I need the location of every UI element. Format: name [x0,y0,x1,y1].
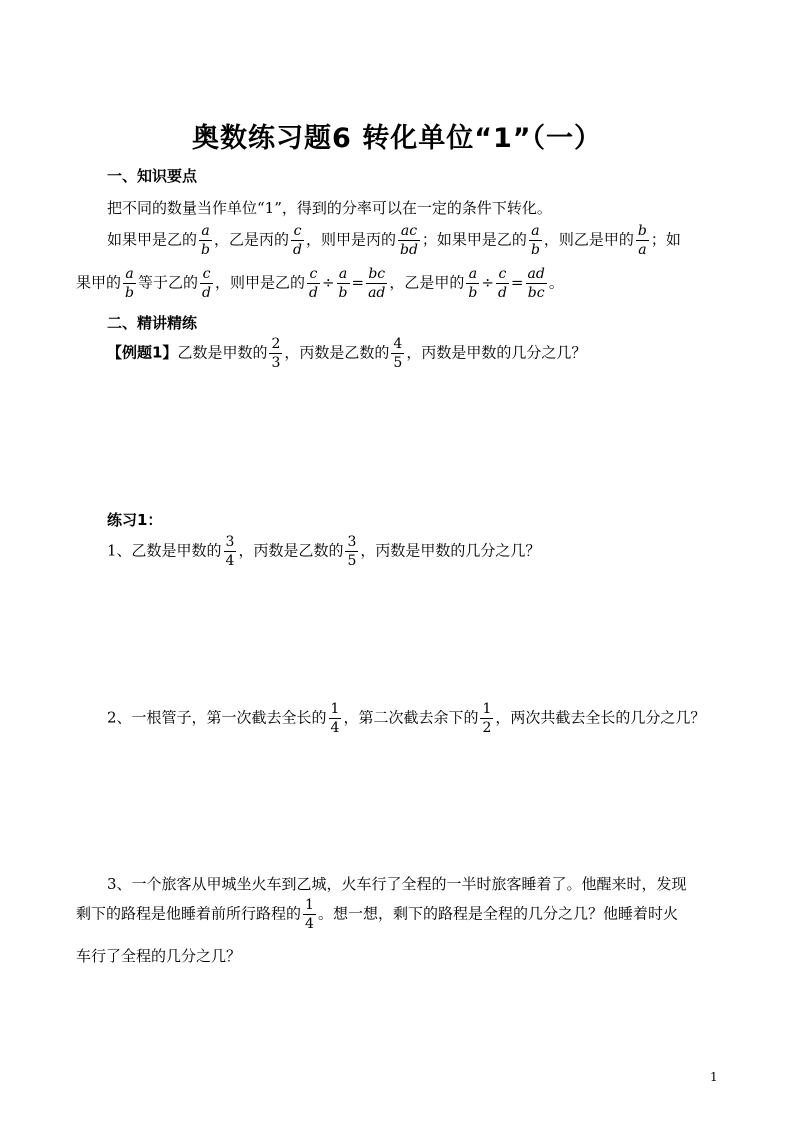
numerator: c [307,267,320,284]
text: 2、一根管子，第一次截去全长的 [107,708,327,727]
fraction [366,267,387,300]
denominator: 2 [482,720,492,736]
knowledge-line-1: 把不同的数量当作单位“1”，得到的分率可以在一定的条件下转化。 [107,199,552,217]
denominator: 4 [225,553,235,569]
text: ，丙数是甲数的几分之几？ [406,343,587,362]
text: 1、乙数是甲数的 [107,541,222,560]
numerator: a [337,267,350,284]
fraction [337,267,350,300]
denominator: bc [527,285,545,301]
numerator: 1 [482,701,492,717]
fraction [391,337,404,370]
denominator: 3 [271,355,281,371]
numerator: 4 [393,336,403,352]
numerator: c [496,267,509,284]
page-number: 1 [710,1070,718,1084]
denominator: b [125,285,134,301]
section-heading-knowledge: 一、知识要点 [107,167,198,185]
numerator: bc [366,267,387,284]
numerator: 2 [271,336,281,352]
text: 。想一想，剩下的路程是全程的几分之几？他睡着时火 [317,904,678,923]
operator: ÷ [481,273,494,292]
fraction [200,267,213,300]
numerator: a [199,224,212,241]
question-2 [107,702,705,735]
knowledge-line-2 [107,224,681,257]
denominator: b [338,285,348,301]
text: ，乙是丙的 [213,230,289,249]
text: 等于乙的 [137,273,198,292]
numerator: b [637,223,647,239]
text: 乙数是甲数的 [177,343,268,362]
text: ，则乙是甲的 [543,230,634,249]
text: ，丙数是乙数的 [238,541,344,560]
fraction [636,224,649,257]
text: 果甲的 [76,273,122,292]
question-1 [107,535,540,568]
fraction [329,702,342,735]
denominator: a [638,242,647,258]
fraction [345,535,358,568]
fraction [398,224,420,257]
denominator: d [293,242,302,258]
fraction [303,898,316,931]
denominator: 4 [305,916,314,932]
numerator: 1 [330,701,340,717]
denominator: ad [368,285,386,301]
denominator: b [530,242,540,258]
text: ，两次共截去全长的几分之几？ [495,708,706,727]
numerator: ad [527,266,545,282]
numerator: ac [398,224,420,241]
example-label: 【例题1】 [107,343,178,362]
denominator: d [497,285,507,301]
denominator: 5 [393,355,403,371]
section-heading-practice: 二、精讲精练 [107,314,198,332]
text: ，丙数是甲数的几分之几？ [360,541,541,560]
numerator: c [291,224,304,241]
page-title: 奥数练习题6 转化单位“1”（一） [192,123,602,154]
denominator: bd [399,242,418,258]
text: ；如果甲是乙的 [421,230,527,249]
fraction [529,224,542,257]
text: ，则甲是丙的 [305,230,396,249]
question-3-line-2 [76,898,678,931]
question-3-line-1: 3、一个旅客从甲城坐火车到乙城，火车行了全程的一半时旅客睡着了。他醒来时，发现 [107,875,687,893]
numerator: a [123,267,136,284]
operator: = [351,273,365,292]
exercise-heading: 练习1： [107,511,163,529]
fraction [224,535,237,568]
fraction [307,267,320,300]
denominator: 5 [347,553,357,569]
denominator: 4 [330,720,340,736]
fraction [123,267,136,300]
text: ；如 [650,230,681,249]
fraction [526,267,547,300]
denominator: b [201,242,210,258]
fraction [269,337,282,370]
numerator: 3 [225,534,235,550]
denominator: d [202,285,211,301]
numerator: 3 [347,534,357,550]
fraction [199,224,212,257]
example-1 [107,337,586,370]
numerator: c [200,267,213,284]
text: 。 [548,273,564,292]
text: 剩下的路程是他睡着前所行路程的 [76,904,302,923]
text: ，第二次截去余下的 [343,708,479,727]
operator: ÷ [321,273,335,292]
fraction [291,224,304,257]
text: ，则甲是乙的 [214,273,305,292]
denominator: b [468,285,478,301]
text: ，丙数是乙数的 [284,343,390,362]
text: ，乙是甲的 [389,273,465,292]
text: 如果甲是乙的 [107,230,198,249]
numerator: a [529,224,542,241]
denominator: d [308,285,318,301]
numerator: 1 [305,897,314,913]
numerator: a [466,267,479,284]
operator: = [510,273,524,292]
fraction [466,267,479,300]
question-3-line-3: 车行了全程的几分之几？ [76,947,242,965]
knowledge-line-3 [76,267,564,300]
fraction [480,702,493,735]
fraction [496,267,509,300]
